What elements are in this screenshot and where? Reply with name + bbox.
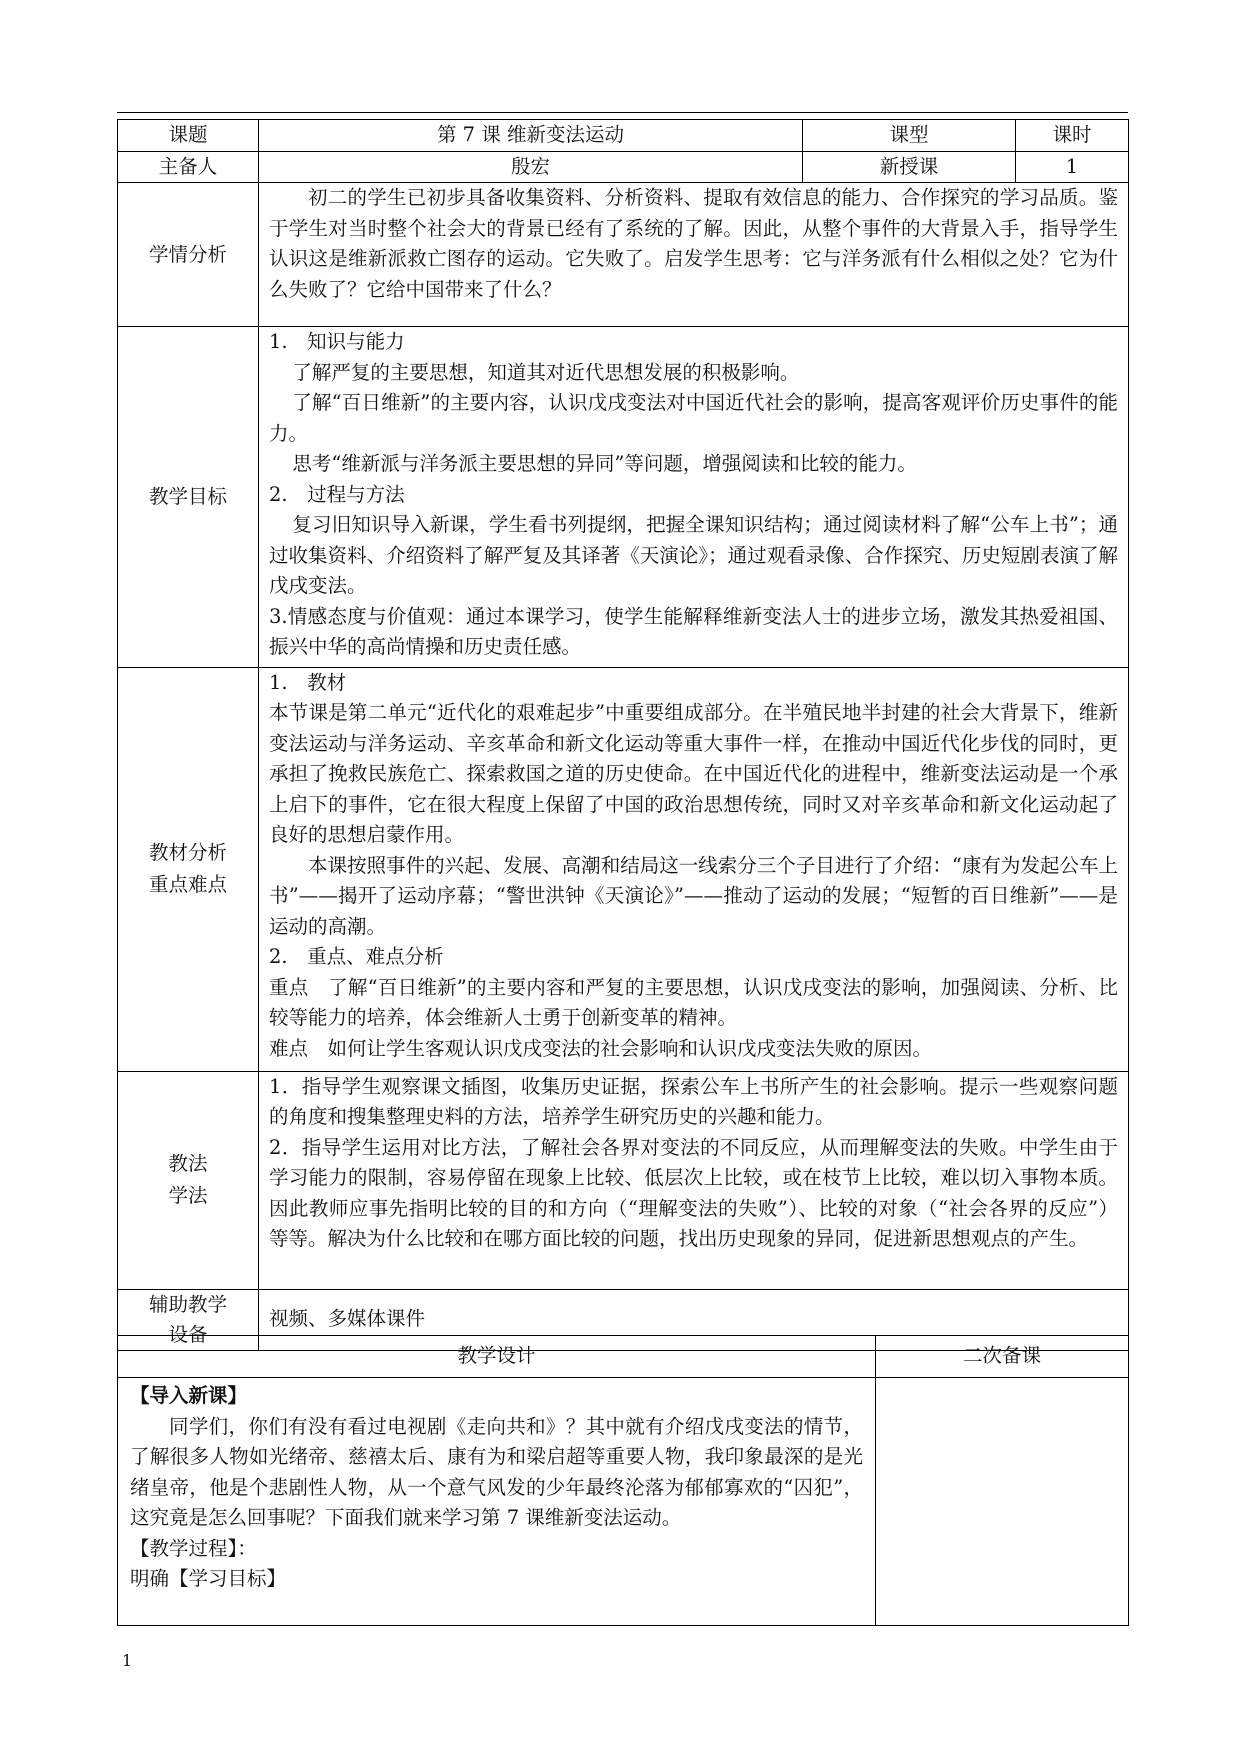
secondary-prep-header: 二次备课 <box>876 1336 1129 1378</box>
goals-paragraph-3: 思考“维新派与洋务派主要思想的异同”等问题，增强阅读和比较的能力。 <box>292 452 917 475</box>
equipment-label-line-1: 辅助教学 <box>148 1292 227 1316</box>
material-analysis-cell <box>259 667 1129 1071</box>
secondary-prep-cell <box>876 1378 1129 1626</box>
goals-paragraph-5: 3.情感态度与价值观：通过本课学习，使学生能解释维新变法人士的进步立场，激发其热爱祖国、振兴中华的高尚情操和历史责任感。 <box>269 604 1119 658</box>
preparer-value: 殷宏 <box>259 151 803 183</box>
material-label-line-1: 教材分析 <box>148 841 227 864</box>
process-title: 【教学过程】： <box>130 1536 257 1560</box>
material-label-line-2: 重点难点 <box>148 873 227 896</box>
material-heading-1: 1. 教材 <box>269 670 347 694</box>
goal-line: 明确【学习目标】 <box>130 1567 287 1590</box>
design-content-cell <box>118 1378 876 1626</box>
course-label: 课题 <box>118 120 259 152</box>
top-rule <box>117 112 1128 113</box>
material-heading-2: 2. 重点、难点分析 <box>269 945 444 968</box>
material-paragraph-1: 本节课是第二单元“近代化的艰难起步”中重要组成部分。在半殖民地半封建的社会大背景下，维新变法运动与洋务运动、辛亥革命和新文化运动等重大事件一样，在推动中国近代化步伐的同时，更承担了挽救民族危亡、探索救国之道的历史使命。在中国近代化的进程中，维新变法运动是一个承上启下的事件，它在很大程度上保留了中国的政治思想传统，同时又对辛亥革命和新文化运动起了良好的思想启蒙作用。 <box>269 701 1119 846</box>
design-header: 教学设计 <box>118 1336 876 1378</box>
page-number: 1 <box>122 1651 133 1670</box>
type-value: 新授课 <box>803 151 1016 183</box>
material-analysis-label <box>118 667 259 1071</box>
student-analysis-label: 学情分析 <box>118 183 259 327</box>
intro-text: 同学们，你们有没有看过电视剧《走向共和》？其中就有介绍戊戌变法的情节，了解很多人物如光绪帝、慈禧太后、康有为和梁启超等重要人物，我印象最深的是光绪皇帝，他是个悲剧性人物，从一个意气风发的少年最终沦落为郁郁寡欢的“囚犯”，这究竟是怎么回事呢？下面我们就来学习第 7 课维新变法运动。 <box>130 1414 863 1529</box>
teaching-goals-cell <box>259 327 1129 668</box>
methods-paragraph-1: 1．指导学生观察课文插图，收集历史证据，探索公车上书所产生的社会影响。提示一些观察问题的角度和搜集整理史料的方法，培养学生研究历史的兴趣和能力。 <box>269 1074 1119 1128</box>
intro-title: 【导入新课】 <box>130 1384 248 1407</box>
goals-heading-2: 2. 过程与方法 <box>269 482 405 506</box>
student-analysis-text: 初二的学生已初步具备收集资料、分析资料、提取有效信息的能力、合作探究的学习品质。鉴于学生对当时整个社会大的背景已经有了系统的了解。因此，从整个事件的大背景入手，指导学生认识这是维新派救亡图存的运动。它失败了。启发学生思考：它与洋务派有什么相似之处？它为什么失败了？它给中国带来了什么？ <box>269 186 1119 301</box>
hours-label: 课时 <box>1016 120 1129 152</box>
material-paragraph-4: 难点 如何让学生客观认识戊戌变法的社会影响和认识戊戌变法失败的原因。 <box>269 1036 933 1060</box>
equipment-value: 视频、多媒体课件 <box>259 1289 1129 1350</box>
methods-cell <box>259 1071 1129 1289</box>
material-paragraph-3: 重点 了解“百日维新”的主要内容和严复的主要思想，认识戊戌变法的影响，加强阅读、分析、比较等能力的培养，体会维新人士勇于创新变革的精神。 <box>269 975 1119 1029</box>
teaching-design-table <box>117 1335 1129 1626</box>
hours-value: 1 <box>1016 151 1129 183</box>
methods-label-line-2: 学法 <box>168 1184 208 1207</box>
goals-paragraph-2: 了解“百日维新”的主要内容，认识戊戌变法对中国近代社会的影响，提高客观评价历史事件的能力。 <box>269 391 1119 445</box>
lesson-info-table <box>117 119 1129 1351</box>
methods-label <box>118 1071 259 1289</box>
goals-paragraph-1: 了解严复的主要思想，知道其对近代思想发展的积极影响。 <box>292 360 800 384</box>
material-paragraph-2: 本课按照事件的兴起、发展、高潮和结局这一线索分三个子目进行了介绍：“康有为发起公车上书”——揭开了运动序幕；“警世洪钟《天演论》”——推动了运动的发展；“短暂的百日维新”——是运动的高潮。 <box>269 853 1119 938</box>
preparer-label: 主备人 <box>118 151 259 183</box>
student-analysis-cell <box>259 183 1129 327</box>
course-value: 第 7 课 维新变法运动 <box>259 120 803 152</box>
equipment-label-line-2: 设备 <box>168 1322 208 1346</box>
methods-label-line-1: 教法 <box>168 1152 208 1175</box>
type-label: 课型 <box>803 120 1016 152</box>
teaching-goals-label: 教学目标 <box>118 327 259 668</box>
goals-heading-1: 1. 知识与能力 <box>269 330 405 353</box>
methods-paragraph-2: 2．指导学生运用对比方法，了解社会各界对变法的不同反应，从而理解变法的失败。中学生由于学习能力的限制，容易停留在现象上比较、低层次上比较，或在枝节上比较，难以切入事物本质。因此教师应事先指明比较的目的和方向（“理解变法的失败”）、比较的对象（“社会各界的反应”）等等。解决为什么比较和在哪方面比较的问题，找出历史现象的异同，促进新思想观点的产生。 <box>269 1135 1119 1250</box>
goals-paragraph-4: 复习旧知识导入新课，学生看书列提纲，把握全课知识结构；通过阅读材料了解“公车上书”；通过收集资料、介绍资料了解严复及其译著《天演论》；通过观看录像、合作探究、历史短剧表演了解戊戌变法。 <box>269 513 1119 597</box>
